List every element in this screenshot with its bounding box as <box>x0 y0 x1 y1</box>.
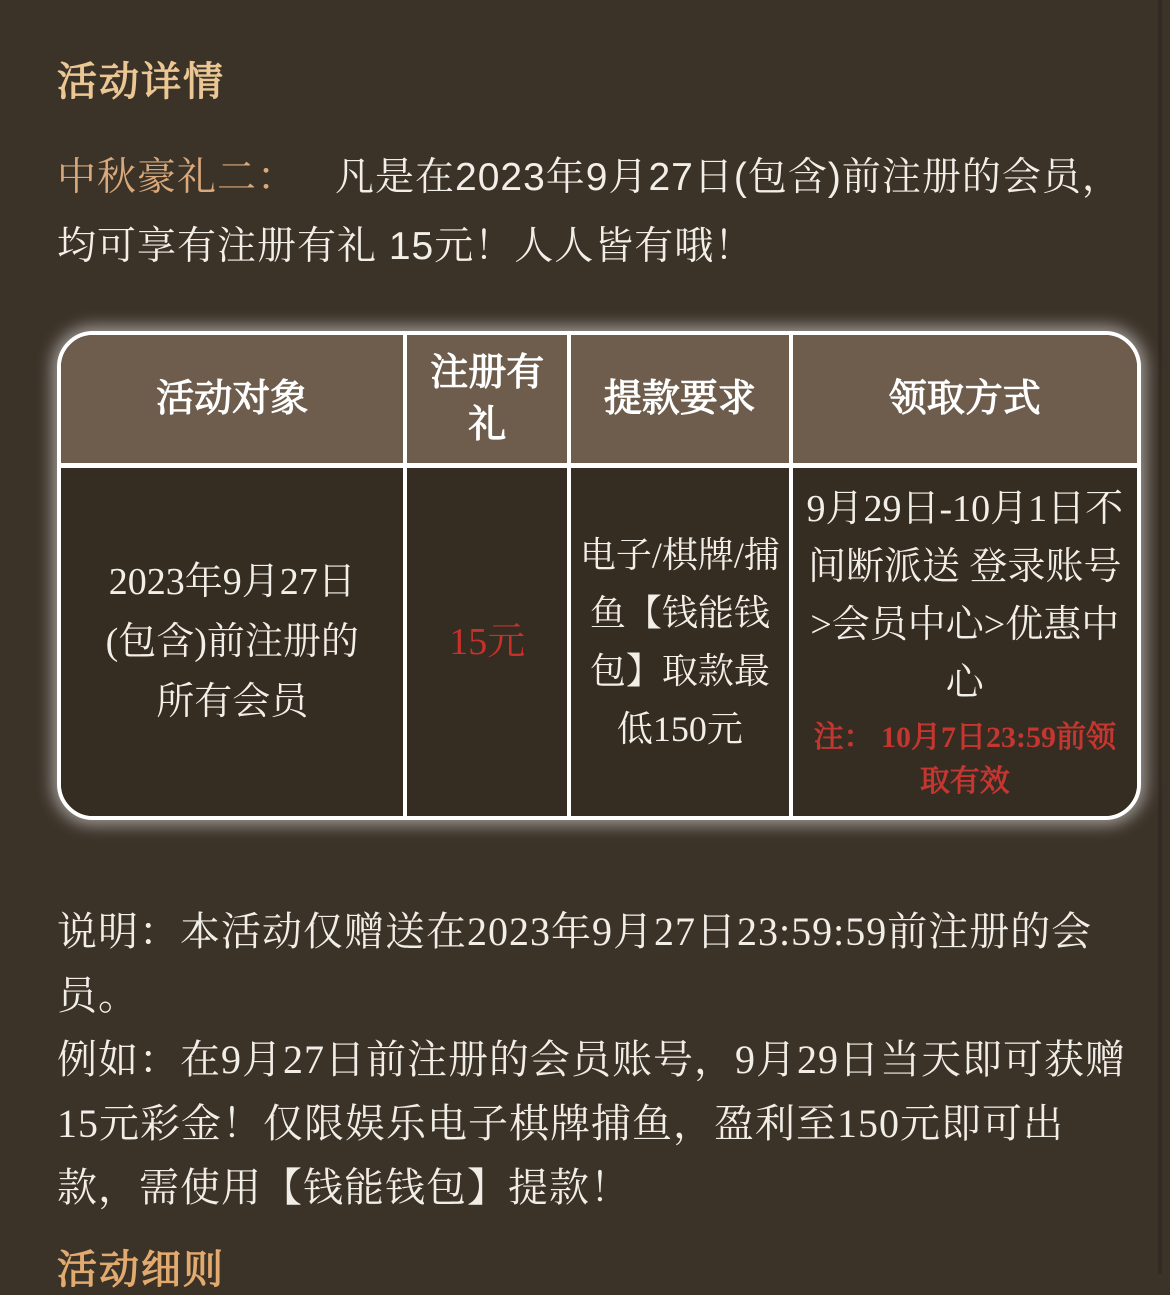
table-header-register-gift: 注册有礼 <box>407 335 571 468</box>
notes-block <box>57 900 1133 1220</box>
table-header-withdraw-requirement: 提款要求 <box>571 335 793 468</box>
table-cell-claim-method <box>793 468 1137 816</box>
intro-promo-label: 中秋豪礼二： <box>57 156 298 199</box>
table-cell-register-gift: 15元 <box>407 468 571 816</box>
table-header-audience: 活动对象 <box>61 335 407 468</box>
claim-method-text: 9月29日-10月1日不间断派送 登录账号>会员中心>优惠中心 <box>806 488 1124 704</box>
promo-table <box>57 331 1141 820</box>
intro-promo-text: 凡是在2023年9月27日(包含)前注册的会员，均可享有注册有礼 15元！人人皆有哦！ <box>57 156 1122 268</box>
claim-deadline-note: 注： 10月7日23:59前领取有效 <box>813 721 1117 798</box>
activity-rules-title: 活动细则 <box>57 1248 225 1292</box>
table-header-claim-method: 领取方式 <box>793 335 1137 468</box>
note-explanation: 说明：本活动仅赠送在2023年9月27日23:59:59前注册的会员。 <box>57 909 1093 1018</box>
table-cell-audience: 2023年9月27日(包含)前注册的所有会员 <box>61 468 407 816</box>
table-cell-withdraw-requirement: 电子/棋牌/捕鱼【钱能钱包】取款最低150元 <box>571 468 793 816</box>
intro-paragraph <box>57 143 1136 281</box>
note-example: 例如：在9月27日前注册的会员账号，9月29日当天即可获赠15元彩金！仅限娱乐电子棋牌捕鱼，盈利至150元即可出款，需使用【钱能钱包】提款！ <box>57 1037 1126 1210</box>
activity-detail-title: 活动详情 <box>57 60 225 104</box>
